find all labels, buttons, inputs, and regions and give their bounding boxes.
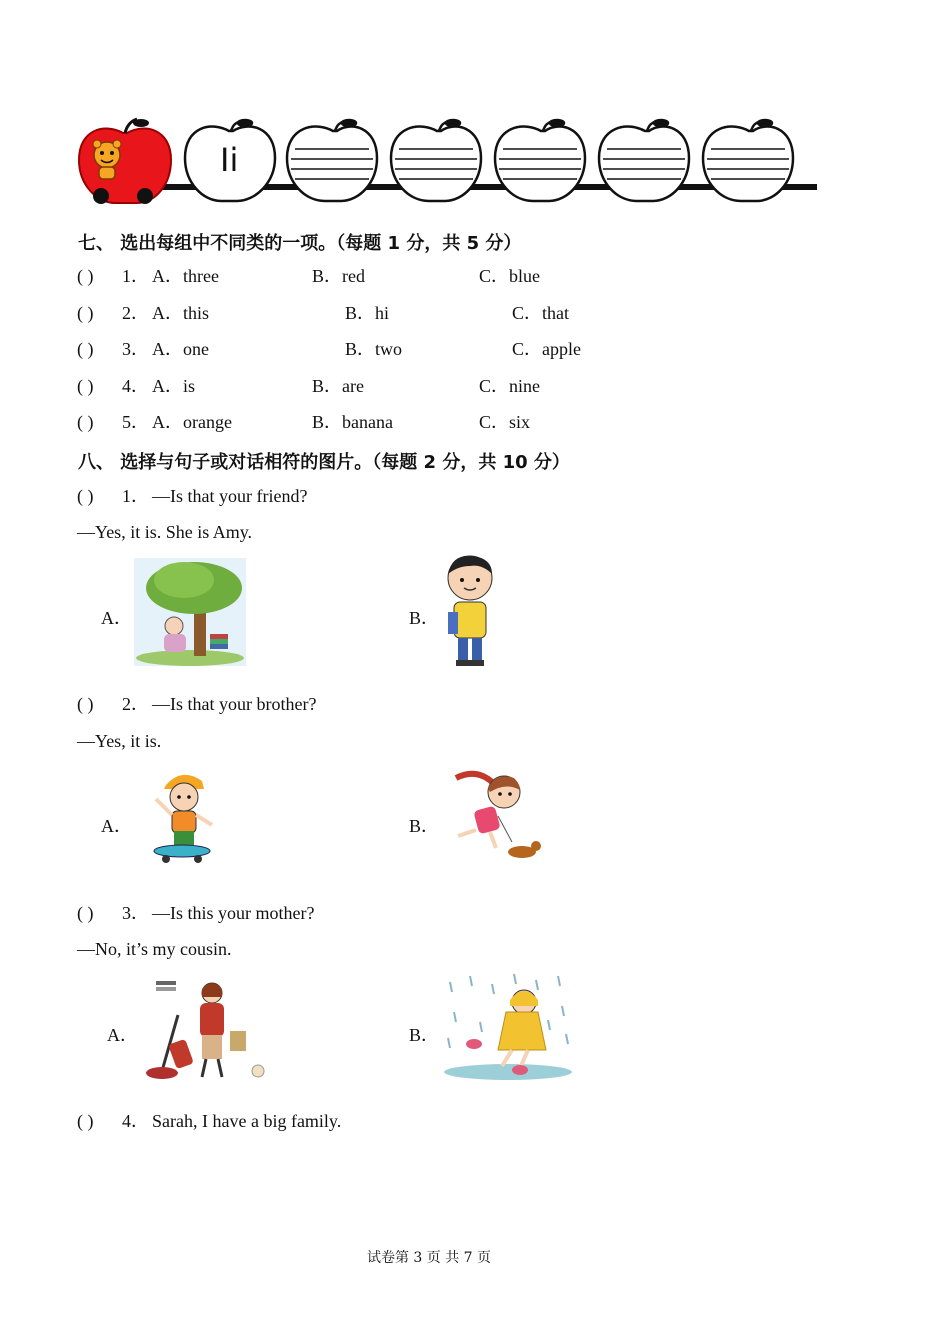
question-text: Sarah, I have a big family. bbox=[152, 1111, 342, 1131]
s8-q1-option-b-label: B． bbox=[409, 608, 440, 628]
question-text: —Is that your brother? bbox=[152, 694, 317, 714]
girl-under-tree-picture bbox=[134, 558, 246, 666]
apple-writing-lines-2 bbox=[391, 120, 481, 201]
apple-banner bbox=[75, 115, 825, 210]
s8-q1-option-a-label: A． bbox=[101, 608, 132, 628]
apple-writing-lines-4 bbox=[599, 120, 689, 201]
s8-q3-line1 bbox=[77, 902, 677, 924]
s7-q3 bbox=[77, 338, 777, 360]
s8-q3-option-a-label: A． bbox=[107, 1025, 138, 1045]
answer-paren[interactable]: ( ) bbox=[77, 1111, 94, 1131]
red-apple-icon bbox=[79, 119, 171, 204]
s8-q2-line1 bbox=[77, 693, 677, 715]
option-b: B．are bbox=[312, 376, 364, 396]
question-number: 3． bbox=[122, 903, 149, 923]
section7-title: 七、 选出每组中不同类的一项。（每题 1 分，共 5 分） bbox=[78, 233, 522, 254]
option-a: A．orange bbox=[152, 412, 232, 432]
girl-walking-dog-picture bbox=[446, 766, 546, 864]
question-text: —Is that your friend? bbox=[152, 486, 308, 506]
question-number: 4． bbox=[122, 376, 149, 396]
s8-q1-line2: —Yes, it is. She is Amy. bbox=[77, 522, 253, 542]
s8-q2-line2: —Yes, it is. bbox=[77, 731, 162, 751]
girl-in-rain-picture bbox=[440, 972, 574, 1082]
s7-q4 bbox=[77, 375, 777, 397]
answer-paren[interactable]: ( ) bbox=[77, 266, 94, 286]
option-a: A．this bbox=[152, 303, 210, 323]
option-c: C．nine bbox=[479, 376, 540, 396]
s8-q3-line2: —No, it’s my cousin. bbox=[77, 939, 232, 959]
boy-with-books-picture bbox=[438, 552, 502, 668]
option-c: C．blue bbox=[479, 266, 540, 286]
answer-paren[interactable]: ( ) bbox=[77, 339, 94, 359]
option-b: B．red bbox=[312, 266, 365, 286]
answer-paren[interactable]: ( ) bbox=[77, 412, 94, 432]
option-c: C．apple bbox=[512, 339, 581, 359]
s8-q2-option-a-label: A． bbox=[101, 816, 132, 836]
boy-on-skateboard-picture bbox=[152, 767, 218, 865]
option-a: A．three bbox=[152, 266, 219, 286]
answer-paren[interactable]: ( ) bbox=[77, 694, 94, 714]
answer-paren[interactable]: ( ) bbox=[77, 376, 94, 396]
question-number: 2． bbox=[122, 303, 149, 323]
s7-q1 bbox=[77, 265, 777, 287]
apple-writing-lines-1 bbox=[287, 120, 377, 201]
s8-q4-line1 bbox=[77, 1110, 677, 1132]
answer-paren[interactable]: ( ) bbox=[77, 486, 94, 506]
question-number: 5． bbox=[122, 412, 149, 432]
answer-paren[interactable]: ( ) bbox=[77, 303, 94, 323]
option-a: A．one bbox=[152, 339, 209, 359]
answer-paren[interactable]: ( ) bbox=[77, 903, 94, 923]
section8-title: 八、 选择与句子或对话相符的图片。（每题 2 分，共 10 分） bbox=[78, 452, 570, 473]
question-text: —Is this your mother? bbox=[152, 903, 315, 923]
s8-q3-option-b-label: B． bbox=[409, 1025, 440, 1045]
option-b: B．two bbox=[345, 339, 403, 359]
option-b: B．banana bbox=[312, 412, 393, 432]
question-number: 3． bbox=[122, 339, 149, 359]
option-b: B．hi bbox=[345, 303, 390, 323]
question-number: 2． bbox=[122, 694, 149, 714]
s8-q2-option-b-label: B． bbox=[409, 816, 440, 836]
question-number: 1． bbox=[122, 486, 149, 506]
busy-mother-picture bbox=[142, 975, 272, 1083]
s7-q2 bbox=[77, 302, 777, 324]
question-number: 1． bbox=[122, 266, 149, 286]
option-c: C．that bbox=[512, 303, 569, 323]
s8-q1-line1 bbox=[77, 485, 677, 507]
apple-writing-lines-3 bbox=[495, 120, 585, 201]
question-number: 4． bbox=[122, 1111, 149, 1131]
option-a: A．is bbox=[152, 376, 196, 396]
option-c: C．six bbox=[479, 412, 531, 432]
s7-q5 bbox=[77, 411, 777, 433]
page-footer: 试卷第 3 页 共 7 页 bbox=[366, 1250, 492, 1266]
apple-writing-lines-5 bbox=[703, 120, 793, 201]
banner-letter: Ii bbox=[220, 141, 239, 179]
